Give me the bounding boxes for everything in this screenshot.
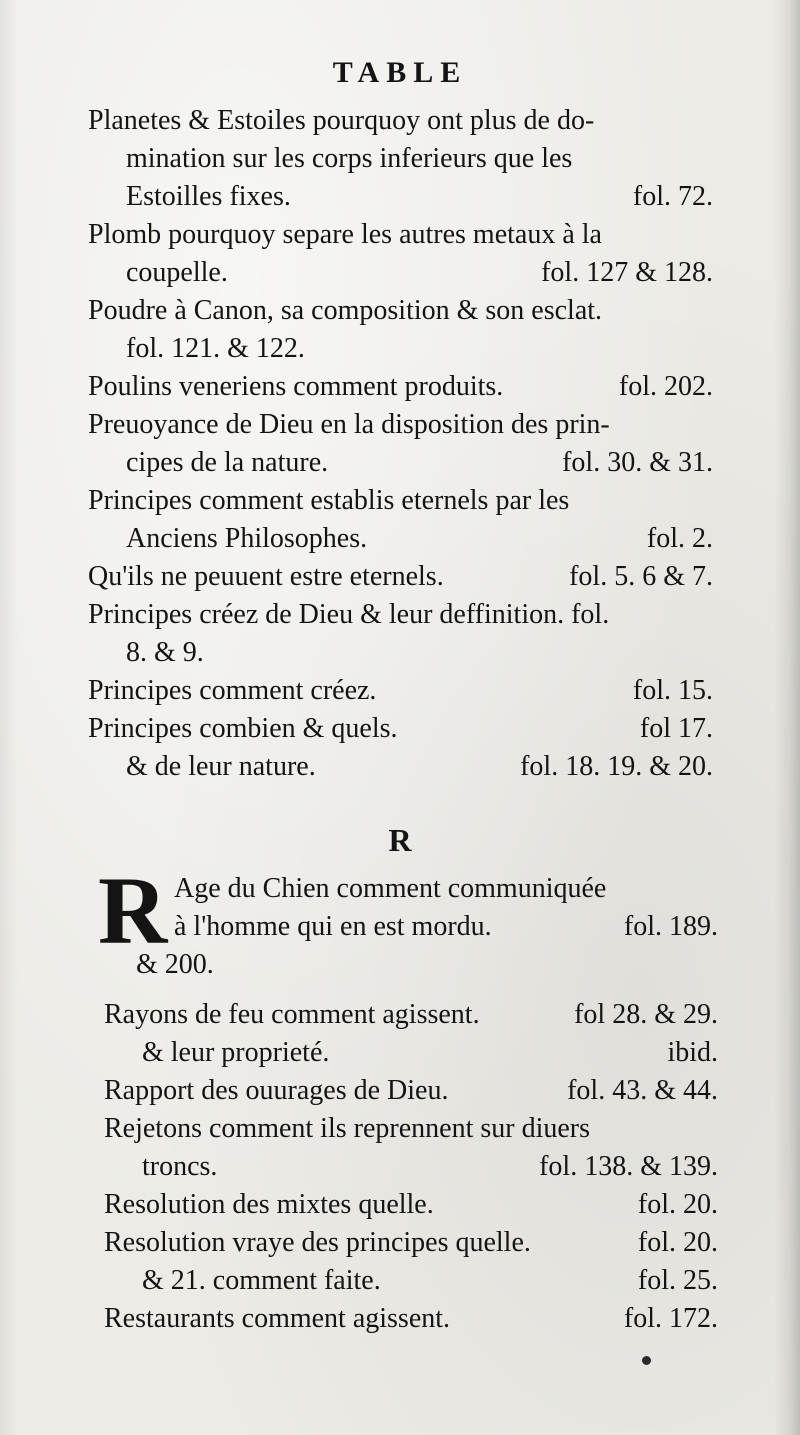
entry-line [104,1148,718,1186]
entry-line [88,444,713,482]
entry-text: Rejetons comment ils reprennent sur diuers [104,1113,590,1144]
folio-reference: fol. 15. [632,675,713,706]
entry-text: Estoilles fixes. [126,181,291,212]
entry-line [88,520,713,558]
entry-text: Planetes & Estoiles pourquoy ont plus de do- [88,105,595,136]
entry-text: Principes comment establis eternels par les [88,485,570,516]
entry-line [104,1262,718,1300]
entry-text: Principes créez de Dieu & leur deffinition. fol. [88,599,610,630]
index-entry [88,216,713,292]
entry-text: Resolution des mixtes quelle. [104,1189,434,1220]
entry-text: Principes comment créez. [88,675,377,706]
entry-text: Poulins veneriens comment produits. [88,371,504,402]
index-section-p [88,102,713,786]
folio-reference: fol. 2. [646,523,713,554]
section-heading-r: R [388,822,412,858]
entry-line [104,1034,718,1072]
entry-text: Principes combien & quels. [88,713,398,744]
entry-text: coupelle. [126,257,228,288]
entry-text: Preuoyance de Dieu en la disposition des prin- [88,409,610,440]
folio-reference: fol. 72. [632,181,713,212]
entry-text: & de leur nature. [126,751,316,782]
entry-line [88,634,713,672]
index-entry [104,1186,718,1224]
entry-line [88,102,713,140]
entry-line [88,596,713,634]
entry-line [104,1300,718,1338]
folio-reference: fol. 43. & 44. [567,1075,718,1106]
index-entry [88,596,713,672]
entry-text: cipes de la nature. [126,447,329,478]
entry-text: & 200. [136,949,214,980]
folio-reference: fol. 189. [623,911,718,942]
entry-text: Age du Chien comment communiquée [174,873,607,904]
index-entry [88,102,713,216]
entry-text: fol. 121. & 122. [126,333,305,364]
entry-text: mination sur les corps inferieurs que les [126,143,573,174]
entry-line [98,870,718,908]
page-title: TABLE [332,56,468,89]
entry-text: Restaurants comment agissent. [104,1303,451,1334]
folio-reference: ibid. [667,1037,718,1068]
entry-text: Anciens Philosophes. [126,523,368,554]
entry-line [88,330,713,368]
entry-line [88,292,713,330]
index-section-r [104,996,718,1338]
entry-line [88,216,713,254]
folio-reference: fol. 20. [637,1189,718,1220]
entry-line [88,178,713,216]
entry-text: Plomb pourquoy separe les autres metaux à la [88,219,602,250]
entry-line [104,996,718,1034]
index-entry [88,406,713,482]
folio-reference: fol. 202. [618,371,713,402]
entry-text: Rayons de feu comment agissent. [104,999,480,1030]
page-left-shadow [0,0,18,1435]
entry-text: Resolution vraye des principes quelle. [104,1227,531,1258]
page-right-shadow [774,0,800,1435]
folio-reference: fol. 30. & 31. [562,447,713,478]
entry-line [104,1186,718,1224]
entry-line [88,368,713,406]
entry-text: Poudre à Canon, sa composition & son esclat. [88,295,603,326]
folio-reference: fol. 127 & 128. [541,257,713,288]
index-entry [88,558,713,596]
first-entry-r [98,857,718,984]
entry-text: 8. & 9. [126,637,204,668]
entry-text: & 21. comment faite. [142,1265,381,1296]
index-entry [104,1300,718,1338]
entry-text: Qu'ils ne peuuent estre eternels. [88,561,444,592]
drop-cap: R [98,857,168,964]
entry-line [88,406,713,444]
folio-reference: fol 28. & 29. [574,999,718,1030]
ink-speck [642,1356,651,1365]
index-entry [88,292,713,368]
entry-line [88,710,713,748]
index-entry [104,1110,718,1186]
entry-text: & leur proprieté. [142,1037,330,1068]
index-entry [104,1072,718,1110]
entry-line [88,482,713,520]
index-entry [104,996,718,1072]
folio-reference: fol. 172. [623,1303,718,1334]
entry-line [98,908,718,946]
entry-text: à l'homme qui en est mordu. [174,911,492,942]
entry-text: Rapport des ouurages de Dieu. [104,1075,449,1106]
entry-line [104,1072,718,1110]
entry-line [104,1224,718,1262]
folio-reference: fol. 25. [637,1265,718,1296]
entry-line [104,1110,718,1148]
index-entry [88,482,713,558]
entry-line [88,558,713,596]
folio-reference: fol. 20. [637,1227,718,1258]
entry-text: troncs. [142,1151,218,1182]
entry-line [88,748,713,786]
folio-reference: fol 17. [639,713,713,744]
folio-reference: fol. 18. 19. & 20. [520,751,713,782]
entry-line [88,140,713,178]
index-entry [88,710,713,786]
index-entry [88,368,713,406]
entry-line [88,672,713,710]
folio-reference: fol. 5. 6 & 7. [569,561,713,592]
folio-reference: fol. 138. & 139. [539,1151,718,1182]
index-entry [104,1224,718,1300]
entry-line [98,946,718,984]
entry-line [88,254,713,292]
index-entry [88,672,713,710]
